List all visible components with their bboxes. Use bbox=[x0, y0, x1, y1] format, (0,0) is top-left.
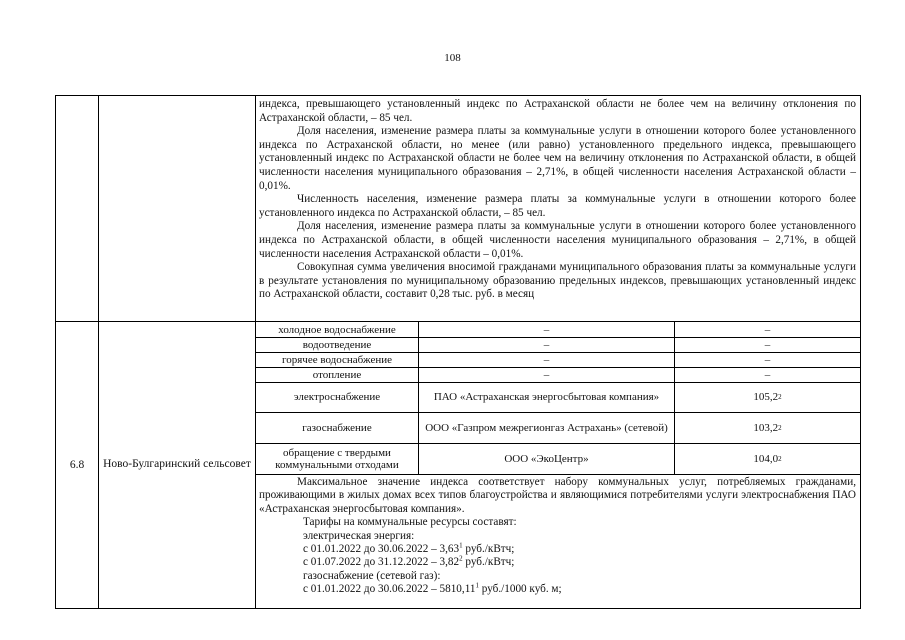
utility-index: – bbox=[764, 338, 771, 351]
utility-index: 104,0 2 bbox=[753, 452, 782, 465]
electric-heading: электрическая энергия: bbox=[303, 529, 415, 542]
subtable-row-line bbox=[256, 382, 860, 383]
utility-service: электроснабжение bbox=[293, 391, 381, 403]
utility-provider: – bbox=[543, 338, 550, 351]
utility-provider: ООО «Газпром межрегионгаз Астрахань» (сетевой) bbox=[425, 421, 668, 434]
utility-service: отопление bbox=[312, 368, 362, 381]
utility-row bbox=[256, 412, 860, 443]
tariff-line: с 01.01.2022 до 30.06.2022 – 5810,11$^1$ руб./1000 куб. м; bbox=[303, 581, 562, 596]
tariffs-heading: Тарифы на коммунальные ресурсы составят: bbox=[303, 516, 517, 529]
utility-row bbox=[256, 352, 860, 367]
utility-service: обращение с твердыми коммунальными отходами bbox=[275, 446, 399, 471]
utility-index: – bbox=[764, 368, 771, 381]
municipality-name: Ново-Булгаринский сельсовет bbox=[103, 458, 251, 470]
upper-paragraph: Совокупная сумма увеличения вносимой гражданами муниципального образования платы за коммунальные услуги в результате установления по муниципальному образованию предельных индексов, превышающих установленный индекс по Астраханской области, составит 0,28 тыс. руб. в месяц bbox=[259, 261, 856, 301]
utility-row bbox=[256, 337, 860, 352]
lower-text-cell bbox=[259, 476, 856, 597]
subtable-row-line bbox=[256, 352, 860, 353]
utility-service: газоснабжение bbox=[302, 421, 372, 434]
utility-service: водоотведение bbox=[302, 338, 372, 351]
utility-provider: – bbox=[543, 368, 550, 381]
subtable-row-line bbox=[256, 367, 860, 368]
utility-provider: ПАО «Астраханская энергосбытовая компания» bbox=[433, 391, 660, 403]
utility-provider: – bbox=[543, 353, 550, 366]
utility-row bbox=[256, 367, 860, 382]
tariff-line: с 01.07.2022 до 31.12.2022 – 3,82$^2$ руб./кВтч; bbox=[303, 554, 515, 569]
subtable-row-line bbox=[256, 443, 860, 444]
utility-index: – bbox=[764, 323, 771, 336]
utility-service: горячее водоснабжение bbox=[282, 353, 392, 366]
utility-row bbox=[256, 322, 860, 337]
utility-row bbox=[256, 382, 860, 412]
subtable-column-line bbox=[674, 321, 675, 474]
subtable-row-line bbox=[256, 337, 860, 338]
utility-index: 103,2 2 bbox=[753, 421, 782, 434]
utility-provider: – bbox=[543, 323, 550, 336]
page-number: 108 bbox=[444, 52, 461, 64]
tariff-line: с 01.01.2022 до 30.06.2022 – 3,63$^1$ руб./кВтч; bbox=[303, 541, 515, 556]
data-table bbox=[55, 95, 861, 609]
row-number: 6.8 bbox=[69, 458, 85, 471]
utility-row bbox=[256, 443, 860, 474]
subtable-column-line bbox=[418, 321, 419, 474]
upper-paragraph: Численность населения, изменение размера платы за коммунальные услуги в отношении которого более установленного индекса по Астраханской области, – 85 чел. bbox=[259, 193, 856, 219]
upper-paragraph: индекса, превышающего установленный индекс по Астраханской области не более чем на величину отклонения по Астраханской области, – 85 чел. bbox=[259, 98, 856, 124]
utility-service: холодное водоснабжение bbox=[278, 323, 396, 336]
subtable-row-line bbox=[256, 412, 860, 413]
upper-text-cell bbox=[259, 98, 856, 302]
gas-heading: газоснабжение (сетевой газ): bbox=[303, 569, 441, 582]
upper-paragraph: Доля населения, изменение размера платы за коммунальные услуги в отношении которого более установленного индекса по Астраханской области, в общей численности населения муниципального образования – 2,71%, в общей численности населения Астраханской области – 0,01%. bbox=[259, 220, 856, 260]
subtable-row-line bbox=[256, 474, 860, 475]
lower-paragraph: Максимальное значение индекса соответствует набору коммунальных услуг, потребляемых гражданами, проживающими в жилых домах всех типов благоустройства и являющимися потребителями услуги электроснабжения ПАО «Астраханская энергосбытовая компания». bbox=[259, 476, 856, 515]
utility-index: 105,2 2 bbox=[753, 391, 782, 403]
utility-index: – bbox=[764, 353, 771, 366]
upper-paragraph: Доля населения, изменение размера платы за коммунальные услуги в отношении которого более установленного индекса по Астраханской области, но менее (или равно) установленного предельного индекса, превышающего установленный индекс по Астраханской области не более чем на величину отклонения по Астраханской области, в общей численности населения муниципального образования – 2,71%, в общей численности населения Астраханской области – 0,01%. bbox=[259, 125, 856, 192]
utility-provider: ООО «ЭкоЦентр» bbox=[504, 452, 589, 465]
